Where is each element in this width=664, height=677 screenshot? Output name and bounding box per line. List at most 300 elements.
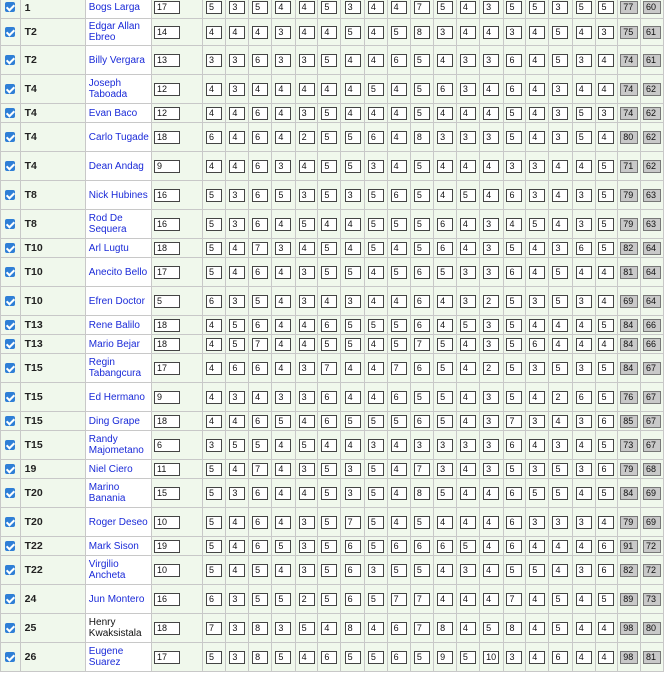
hole-score-input[interactable]: 6	[321, 651, 337, 664]
player-name-link[interactable]: Randy Majometano	[85, 431, 151, 460]
hole-score-input[interactable]: 6	[229, 362, 245, 375]
hole-score-input[interactable]: 6	[345, 564, 361, 577]
hole-score-input[interactable]: 5	[275, 540, 291, 553]
handicap-input[interactable]: 18	[154, 622, 180, 635]
hole-score-input[interactable]: 4	[275, 107, 291, 120]
hole-score-input[interactable]: 6	[391, 622, 407, 635]
hole-score-input[interactable]: 5	[391, 26, 407, 39]
hole-score-input[interactable]: 5	[275, 189, 291, 202]
hole-score-input[interactable]: 4	[206, 26, 222, 39]
hole-score-input[interactable]: 5	[368, 319, 384, 332]
hole-score-input[interactable]: 3	[299, 463, 315, 476]
hole-score-input[interactable]: 4	[552, 564, 568, 577]
hole-score-input[interactable]: 4	[552, 319, 568, 332]
hole-score-input[interactable]: 2	[299, 593, 315, 606]
hole-score-input[interactable]: 2	[299, 131, 315, 144]
hole-score-input[interactable]: 4	[529, 107, 545, 120]
hole-score-input[interactable]: 4	[576, 26, 592, 39]
hole-score-input[interactable]: 3	[229, 295, 245, 308]
hole-score-input[interactable]: 3	[299, 516, 315, 529]
hole-score-input[interactable]: 4	[229, 564, 245, 577]
hole-score-input[interactable]: 4	[275, 295, 291, 308]
hole-score-input[interactable]: 6	[252, 131, 268, 144]
hole-score-input[interactable]: 4	[437, 189, 453, 202]
hole-score-input[interactable]: 5	[368, 540, 384, 553]
hole-score-input[interactable]: 4	[483, 26, 499, 39]
hole-score-input[interactable]: 3	[299, 362, 315, 375]
hole-score-input[interactable]: 8	[414, 131, 430, 144]
hole-score-input[interactable]: 5	[206, 487, 222, 500]
hole-score-input[interactable]: 4	[460, 516, 476, 529]
handicap-input[interactable]: 19	[154, 540, 180, 553]
hole-score-input[interactable]: 3	[576, 415, 592, 428]
hole-score-input[interactable]: 3	[229, 391, 245, 404]
hole-score-input[interactable]: 5	[460, 189, 476, 202]
hole-score-input[interactable]: 3	[576, 54, 592, 67]
hole-score-input[interactable]: 3	[275, 26, 291, 39]
hole-score-input[interactable]: 6	[391, 391, 407, 404]
hole-score-input[interactable]: 5	[506, 463, 522, 476]
player-name-link[interactable]: Dean Andag	[85, 152, 151, 181]
hole-score-input[interactable]: 4	[368, 362, 384, 375]
hole-score-input[interactable]: 4	[483, 107, 499, 120]
hole-score-input[interactable]: 5	[275, 593, 291, 606]
hole-score-input[interactable]: 4	[206, 107, 222, 120]
hole-score-input[interactable]: 5	[414, 54, 430, 67]
hole-score-input[interactable]: 3	[368, 439, 384, 452]
hole-score-input[interactable]: 5	[252, 593, 268, 606]
player-name-link[interactable]: Evan Baco	[85, 104, 151, 123]
hole-score-input[interactable]: 5	[321, 487, 337, 500]
hole-score-input[interactable]: 3	[552, 516, 568, 529]
hole-score-input[interactable]: 4	[252, 26, 268, 39]
hole-score-input[interactable]: 3	[229, 218, 245, 231]
hole-score-input[interactable]: 3	[483, 242, 499, 255]
hole-score-input[interactable]: 5	[460, 319, 476, 332]
hole-score-input[interactable]: 5	[552, 487, 568, 500]
hole-score-input[interactable]: 4	[576, 439, 592, 452]
hole-score-input[interactable]: 3	[576, 516, 592, 529]
hole-score-input[interactable]: 4	[368, 54, 384, 67]
hole-score-input[interactable]: 5	[321, 107, 337, 120]
hole-score-input[interactable]: 5	[552, 362, 568, 375]
hole-score-input[interactable]: 4	[299, 1, 315, 14]
hole-score-input[interactable]: 3	[483, 415, 499, 428]
hole-score-input[interactable]: 4	[275, 266, 291, 279]
hole-score-input[interactable]: 3	[345, 189, 361, 202]
player-name-link[interactable]: Niel Ciero	[85, 460, 151, 479]
hole-score-input[interactable]: 3	[552, 131, 568, 144]
hole-score-input[interactable]: 6	[576, 391, 592, 404]
hole-score-input[interactable]: 4	[483, 487, 499, 500]
hole-score-input[interactable]: 5	[437, 391, 453, 404]
hole-score-input[interactable]: 4	[598, 266, 614, 279]
player-name-link[interactable]: Joseph Taboada	[85, 75, 151, 104]
hole-score-input[interactable]: 5	[252, 1, 268, 14]
hole-score-input[interactable]: 4	[229, 415, 245, 428]
hole-score-input[interactable]: 5	[506, 391, 522, 404]
hole-score-input[interactable]: 4	[368, 622, 384, 635]
hole-score-input[interactable]: 3	[299, 189, 315, 202]
hole-score-input[interactable]: 5	[391, 564, 407, 577]
hole-score-input[interactable]: 5	[598, 593, 614, 606]
hole-score-input[interactable]: 4	[391, 463, 407, 476]
hole-score-input[interactable]: 6	[391, 189, 407, 202]
hole-score-input[interactable]: 4	[483, 540, 499, 553]
hole-score-input[interactable]: 3	[229, 651, 245, 664]
hole-score-input[interactable]: 4	[229, 540, 245, 553]
hole-score-input[interactable]: 5	[598, 1, 614, 14]
hole-score-input[interactable]: 5	[321, 189, 337, 202]
hole-score-input[interactable]: 4	[368, 266, 384, 279]
hole-score-input[interactable]: 5	[598, 160, 614, 173]
hole-score-input[interactable]: 3	[299, 54, 315, 67]
hole-score-input[interactable]: 5	[206, 516, 222, 529]
hole-score-input[interactable]: 3	[483, 391, 499, 404]
hole-score-input[interactable]: 3	[414, 439, 430, 452]
hole-score-input[interactable]: 5	[506, 362, 522, 375]
hole-score-input[interactable]: 5	[506, 564, 522, 577]
hole-score-input[interactable]: 8	[437, 622, 453, 635]
hole-score-input[interactable]: 4	[437, 319, 453, 332]
hole-score-input[interactable]: 7	[252, 463, 268, 476]
hole-score-input[interactable]: 5	[552, 266, 568, 279]
handicap-input[interactable]: 17	[154, 266, 180, 279]
hole-score-input[interactable]: 5	[437, 338, 453, 351]
hole-score-input[interactable]: 4	[299, 26, 315, 39]
hole-score-input[interactable]: 6	[506, 54, 522, 67]
hole-score-input[interactable]: 3	[483, 266, 499, 279]
hole-score-input[interactable]: 8	[414, 26, 430, 39]
hole-score-input[interactable]: 4	[576, 83, 592, 96]
hole-score-input[interactable]: 4	[345, 439, 361, 452]
hole-score-input[interactable]: 4	[598, 83, 614, 96]
hole-score-input[interactable]: 6	[252, 540, 268, 553]
hole-score-input[interactable]: 5	[460, 540, 476, 553]
hole-score-input[interactable]: 4	[345, 362, 361, 375]
hole-score-input[interactable]: 4	[552, 218, 568, 231]
hole-score-input[interactable]: 4	[576, 266, 592, 279]
hole-score-input[interactable]: 5	[391, 319, 407, 332]
handicap-input[interactable]: 5	[154, 295, 180, 308]
player-name-link[interactable]: Bogs Larga	[85, 0, 151, 19]
hole-score-input[interactable]: 3	[460, 131, 476, 144]
handicap-input[interactable]: 10	[154, 564, 180, 577]
hole-score-input[interactable]: 5	[529, 487, 545, 500]
hole-score-input[interactable]: 6	[598, 463, 614, 476]
hole-score-input[interactable]: 3	[229, 189, 245, 202]
hole-score-input[interactable]: 6	[252, 266, 268, 279]
hole-score-input[interactable]: 5	[206, 463, 222, 476]
hole-score-input[interactable]: 4	[460, 107, 476, 120]
hole-score-input[interactable]: 4	[598, 622, 614, 635]
hole-score-input[interactable]: 5	[299, 439, 315, 452]
hole-score-input[interactable]: 3	[506, 160, 522, 173]
hole-score-input[interactable]: 4	[598, 651, 614, 664]
handicap-input[interactable]: 18	[154, 415, 180, 428]
handicap-input[interactable]: 15	[154, 487, 180, 500]
hole-score-input[interactable]: 4	[529, 622, 545, 635]
player-name-link[interactable]: Mario Bejar	[85, 335, 151, 354]
player-name-link[interactable]: Virgilio Ancheta	[85, 556, 151, 585]
hole-score-input[interactable]: 3	[460, 266, 476, 279]
hole-score-input[interactable]: 5	[229, 439, 245, 452]
hole-score-input[interactable]: 6	[598, 564, 614, 577]
hole-score-input[interactable]: 4	[483, 516, 499, 529]
player-name-link[interactable]: Jun Montero	[85, 585, 151, 614]
hole-score-input[interactable]: 5	[414, 391, 430, 404]
hole-score-input[interactable]: 6	[252, 160, 268, 173]
hole-score-input[interactable]: 3	[437, 463, 453, 476]
hole-score-input[interactable]: 4	[529, 651, 545, 664]
hole-score-input[interactable]: 4	[437, 516, 453, 529]
hole-score-input[interactable]: 4	[368, 107, 384, 120]
player-name-link[interactable]: Rod De Sequera	[85, 210, 151, 239]
hole-score-input[interactable]: 5	[345, 131, 361, 144]
hole-score-input[interactable]: 5	[252, 564, 268, 577]
hole-score-input[interactable]: 5	[506, 319, 522, 332]
hole-score-input[interactable]: 3	[345, 463, 361, 476]
hole-score-input[interactable]: 3	[275, 54, 291, 67]
hole-score-input[interactable]: 6	[414, 362, 430, 375]
hole-score-input[interactable]: 4	[529, 131, 545, 144]
hole-score-input[interactable]: 4	[229, 160, 245, 173]
player-name-link[interactable]: Edgar Allan Ebreo	[85, 19, 151, 46]
hole-score-input[interactable]: 3	[229, 622, 245, 635]
hole-score-input[interactable]: 5	[206, 651, 222, 664]
hole-score-input[interactable]: 6	[252, 319, 268, 332]
hole-score-input[interactable]: 3	[552, 1, 568, 14]
hole-score-input[interactable]: 5	[414, 218, 430, 231]
hole-score-input[interactable]: 4	[391, 160, 407, 173]
row-checkbox[interactable]	[5, 416, 15, 426]
hole-score-input[interactable]: 4	[460, 26, 476, 39]
hole-score-input[interactable]: 5	[598, 218, 614, 231]
hole-score-input[interactable]: 5	[368, 242, 384, 255]
hole-score-input[interactable]: 4	[345, 242, 361, 255]
handicap-input[interactable]: 16	[154, 218, 180, 231]
hole-score-input[interactable]: 6	[368, 131, 384, 144]
hole-score-input[interactable]: 8	[345, 622, 361, 635]
hole-score-input[interactable]: 7	[391, 362, 407, 375]
handicap-input[interactable]: 18	[154, 319, 180, 332]
hole-score-input[interactable]: 2	[552, 391, 568, 404]
hole-score-input[interactable]: 3	[483, 54, 499, 67]
hole-score-input[interactable]: 4	[345, 391, 361, 404]
hole-score-input[interactable]: 4	[460, 391, 476, 404]
hole-score-input[interactable]: 2	[483, 295, 499, 308]
hole-score-input[interactable]: 3	[529, 295, 545, 308]
row-checkbox[interactable]	[5, 565, 15, 575]
hole-score-input[interactable]: 3	[483, 439, 499, 452]
handicap-input[interactable]: 16	[154, 593, 180, 606]
hole-score-input[interactable]: 8	[252, 651, 268, 664]
hole-score-input[interactable]: 6	[414, 319, 430, 332]
hole-score-input[interactable]: 4	[552, 338, 568, 351]
hole-score-input[interactable]: 5	[206, 266, 222, 279]
hole-score-input[interactable]: 3	[483, 131, 499, 144]
player-name-link[interactable]: Ed Hermano	[85, 383, 151, 412]
hole-score-input[interactable]: 5	[437, 1, 453, 14]
hole-score-input[interactable]: 4	[460, 1, 476, 14]
hole-score-input[interactable]: 5	[321, 540, 337, 553]
hole-score-input[interactable]: 3	[598, 107, 614, 120]
hole-score-input[interactable]: 6	[252, 54, 268, 67]
hole-score-input[interactable]: 5	[460, 651, 476, 664]
hole-score-input[interactable]: 3	[576, 564, 592, 577]
hole-score-input[interactable]: 5	[206, 189, 222, 202]
hole-score-input[interactable]: 4	[229, 107, 245, 120]
hole-score-input[interactable]: 4	[299, 83, 315, 96]
hole-score-input[interactable]: 6	[414, 295, 430, 308]
handicap-input[interactable]: 16	[154, 189, 180, 202]
row-checkbox[interactable]	[5, 84, 15, 94]
handicap-input[interactable]: 10	[154, 516, 180, 529]
hole-score-input[interactable]: 3	[460, 54, 476, 67]
hole-score-input[interactable]: 4	[206, 338, 222, 351]
hole-score-input[interactable]: 7	[252, 242, 268, 255]
hole-score-input[interactable]: 5	[368, 516, 384, 529]
hole-score-input[interactable]: 4	[368, 1, 384, 14]
hole-score-input[interactable]: 4	[437, 564, 453, 577]
hole-score-input[interactable]: 5	[437, 415, 453, 428]
hole-score-input[interactable]: 6	[414, 266, 430, 279]
hole-score-input[interactable]: 3	[529, 189, 545, 202]
hole-score-input[interactable]: 5	[552, 622, 568, 635]
hole-score-input[interactable]: 3	[483, 319, 499, 332]
hole-score-input[interactable]: 6	[506, 83, 522, 96]
hole-score-input[interactable]: 5	[321, 1, 337, 14]
hole-score-input[interactable]: 4	[391, 1, 407, 14]
hole-score-input[interactable]: 4	[368, 26, 384, 39]
hole-score-input[interactable]: 5	[368, 218, 384, 231]
row-checkbox[interactable]	[5, 219, 15, 229]
hole-score-input[interactable]: 4	[529, 319, 545, 332]
hole-score-input[interactable]: 4	[460, 218, 476, 231]
hole-score-input[interactable]: 4	[229, 516, 245, 529]
player-name-link[interactable]: Marino Banania	[85, 479, 151, 508]
hole-score-input[interactable]: 3	[299, 540, 315, 553]
row-checkbox[interactable]	[5, 464, 15, 474]
handicap-input[interactable]: 12	[154, 83, 180, 96]
player-name-link[interactable]: Billy Vergara	[85, 46, 151, 75]
hole-score-input[interactable]: 4	[437, 107, 453, 120]
hole-score-input[interactable]: 6	[206, 593, 222, 606]
handicap-input[interactable]: 14	[154, 26, 180, 39]
hole-score-input[interactable]: 6	[598, 540, 614, 553]
hole-score-input[interactable]: 4	[529, 266, 545, 279]
player-name-link[interactable]: Regin Tabangcura	[85, 354, 151, 383]
handicap-input[interactable]: 17	[154, 651, 180, 664]
hole-score-input[interactable]: 4	[552, 189, 568, 202]
hole-score-input[interactable]: 5	[368, 415, 384, 428]
hole-score-input[interactable]: 4	[299, 242, 315, 255]
hole-score-input[interactable]: 5	[321, 593, 337, 606]
hole-score-input[interactable]: 3	[529, 463, 545, 476]
hole-score-input[interactable]: 4	[252, 83, 268, 96]
hole-score-input[interactable]: 3	[206, 54, 222, 67]
hole-score-input[interactable]: 4	[252, 391, 268, 404]
handicap-input[interactable]: 13	[154, 54, 180, 67]
hole-score-input[interactable]: 4	[552, 160, 568, 173]
hole-score-input[interactable]: 4	[460, 415, 476, 428]
row-checkbox[interactable]	[5, 517, 15, 527]
hole-score-input[interactable]: 5	[206, 1, 222, 14]
hole-score-input[interactable]: 5	[552, 54, 568, 67]
handicap-input[interactable]: 18	[154, 242, 180, 255]
hole-score-input[interactable]: 5	[576, 131, 592, 144]
row-checkbox[interactable]	[5, 392, 15, 402]
hole-score-input[interactable]: 5	[414, 651, 430, 664]
hole-score-input[interactable]: 5	[598, 391, 614, 404]
hole-score-input[interactable]: 3	[483, 218, 499, 231]
hole-score-input[interactable]: 3	[576, 189, 592, 202]
hole-score-input[interactable]: 4	[460, 362, 476, 375]
hole-score-input[interactable]: 3	[576, 295, 592, 308]
hole-score-input[interactable]: 6	[506, 487, 522, 500]
hole-score-input[interactable]: 5	[576, 107, 592, 120]
hole-score-input[interactable]: 5	[321, 516, 337, 529]
hole-score-input[interactable]: 5	[321, 266, 337, 279]
hole-score-input[interactable]: 3	[552, 439, 568, 452]
hole-score-input[interactable]: 6	[391, 540, 407, 553]
hole-score-input[interactable]: 4	[345, 107, 361, 120]
hole-score-input[interactable]: 3	[275, 622, 291, 635]
hole-score-input[interactable]: 3	[229, 54, 245, 67]
hole-score-input[interactable]: 5	[321, 54, 337, 67]
hole-score-input[interactable]: 4	[529, 593, 545, 606]
hole-score-input[interactable]: 3	[576, 463, 592, 476]
hole-score-input[interactable]: 6	[345, 593, 361, 606]
hole-score-input[interactable]: 4	[576, 319, 592, 332]
hole-score-input[interactable]: 6	[506, 439, 522, 452]
handicap-input[interactable]: 9	[154, 160, 180, 173]
hole-score-input[interactable]: 4	[391, 107, 407, 120]
hole-score-input[interactable]: 4	[529, 54, 545, 67]
row-checkbox[interactable]	[5, 594, 15, 604]
hole-score-input[interactable]: 5	[321, 160, 337, 173]
hole-score-input[interactable]: 5	[229, 319, 245, 332]
row-checkbox[interactable]	[5, 132, 15, 142]
hole-score-input[interactable]: 6	[598, 415, 614, 428]
hole-score-input[interactable]: 8	[506, 622, 522, 635]
hole-score-input[interactable]: 5	[345, 415, 361, 428]
hole-score-input[interactable]: 6	[552, 651, 568, 664]
hole-score-input[interactable]: 6	[437, 242, 453, 255]
hole-score-input[interactable]: 7	[414, 1, 430, 14]
hole-score-input[interactable]: 4	[460, 487, 476, 500]
hole-score-input[interactable]: 4	[321, 218, 337, 231]
row-checkbox[interactable]	[5, 267, 15, 277]
hole-score-input[interactable]: 4	[275, 83, 291, 96]
hole-score-input[interactable]: 4	[483, 83, 499, 96]
hole-score-input[interactable]: 3	[529, 415, 545, 428]
hole-score-input[interactable]: 5	[414, 160, 430, 173]
player-name-link[interactable]: Anecito Bello	[85, 258, 151, 287]
player-name-link[interactable]: Rene Balilo	[85, 316, 151, 335]
hole-score-input[interactable]: 4	[391, 487, 407, 500]
hole-score-input[interactable]: 5	[368, 487, 384, 500]
player-name-link[interactable]: Roger Deseo	[85, 508, 151, 537]
hole-score-input[interactable]: 5	[483, 622, 499, 635]
hole-score-input[interactable]: 4	[576, 487, 592, 500]
row-checkbox[interactable]	[5, 55, 15, 65]
row-checkbox[interactable]	[5, 243, 15, 253]
player-name-link[interactable]: Nick Hubines	[85, 181, 151, 210]
hole-score-input[interactable]: 5	[529, 1, 545, 14]
hole-score-input[interactable]: 3	[368, 160, 384, 173]
hole-score-input[interactable]: 6	[252, 362, 268, 375]
